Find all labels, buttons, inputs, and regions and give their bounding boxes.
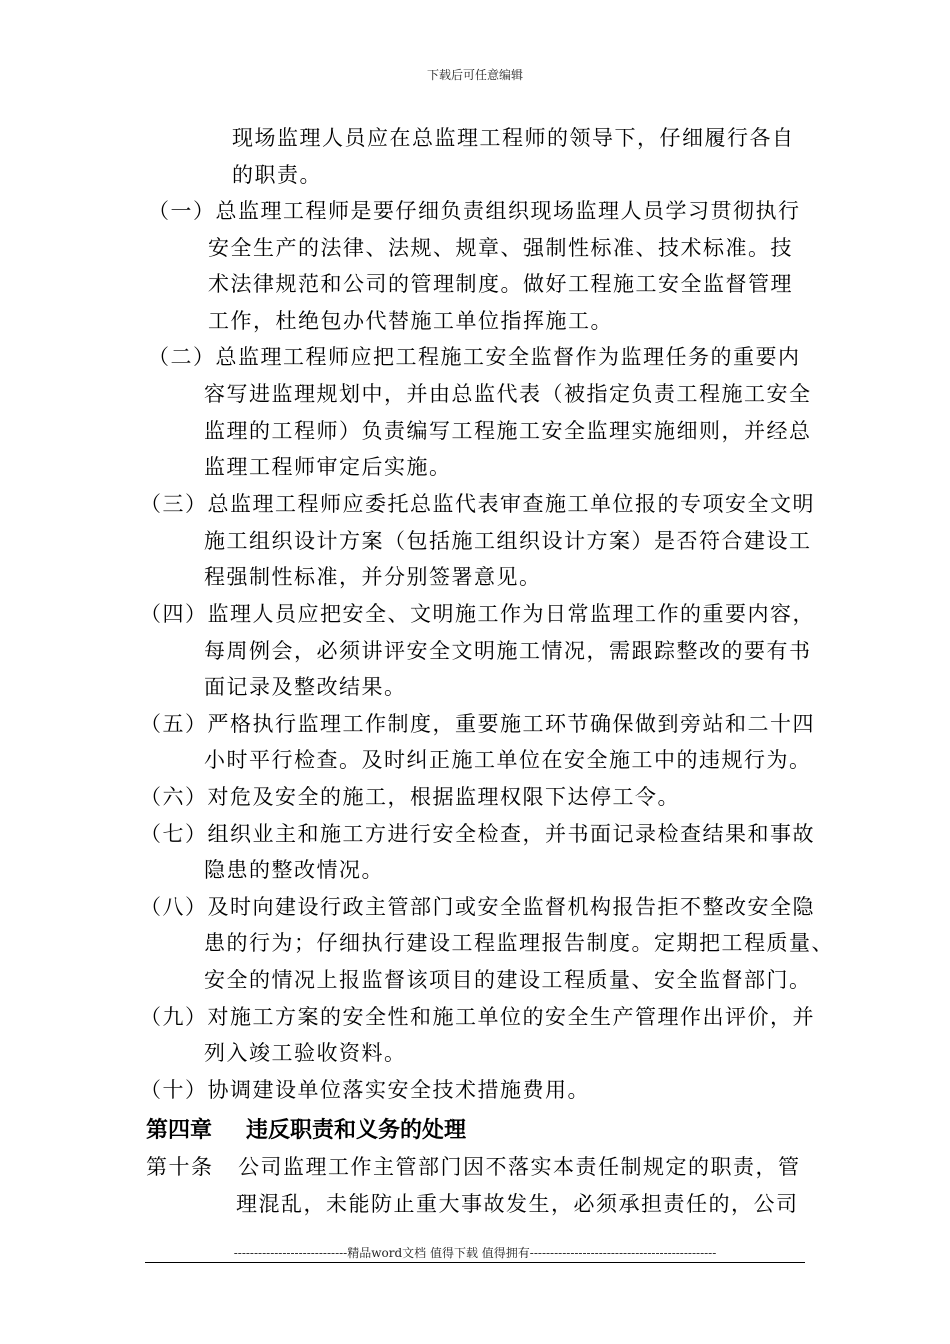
text-line: 施工组织设计方案（包括施工组织设计方案）是否符合建设工 (204, 529, 812, 553)
list-item-10: （十）协调建设单位落实安全技术措施费用。 (140, 1078, 590, 1102)
text-line: 理混乱，未能防止重大事故发生，必须承担责任的，公司 (236, 1192, 799, 1216)
page-header: 下载后可任意编辑 (426, 68, 523, 82)
text-line: 现场监理人员应在总监理工程师的领导下，仔细履行各自 (232, 126, 795, 150)
list-item-7: （七）组织业主和施工方进行安全检查，并书面记录检查结果和事故 (140, 822, 815, 846)
text-line: 容写进监理规划中，并由总监代表（被指定负责工程施工安全 (204, 382, 812, 406)
text-line: 安全的情况上报监督该项目的建设工程质量、安全监督部门。 (204, 968, 812, 992)
list-item-1: （一）总监理工程师是要仔细负责组织现场监理人员学习贯彻执行 (148, 199, 801, 223)
text-line: 监理工程师审定后实施。 (204, 455, 452, 479)
chapter-heading (146, 1119, 466, 1141)
list-item-8: （八）及时向建设行政主管部门或安全监督机构报告拒不整改安全隐 (140, 895, 815, 919)
page-footer: ----------------------------精品word文档 值得下载 值得拥有---------------------------------------------- (233, 1246, 717, 1260)
text-line: 监理的工程师）负责编写工程施工安全监理实施细则，并经总 (204, 419, 812, 443)
text-line: 安全生产的法律、法规、规章、强制性标准、技术标准。技 (208, 236, 793, 260)
list-item-9: （九）对施工方案的安全性和施工单位的安全生产管理作出评价，并 (140, 1005, 815, 1029)
list-item-6: （六）对危及安全的施工，根据监理权限下达停工令。 (140, 785, 680, 809)
list-item-3: （三）总监理工程师应委托总监代表审查施工单位报的专项安全文明 (140, 492, 815, 516)
text-line: 术法律规范和公司的管理制度。做好工程施工安全监督管理 (208, 272, 793, 296)
text-line: 的职责。 (232, 163, 322, 187)
text-line: 小时平行检查。及时纠正施工单位在安全施工中的违规行为。 (204, 748, 812, 772)
text-line: 面记录及整改结果。 (204, 675, 407, 699)
chapter-number: 第四章 (146, 1117, 213, 1143)
text-line: 隐患的整改情况。 (204, 858, 384, 882)
article-label: 第十条 (146, 1155, 214, 1179)
list-item-2: （二）总监理工程师应把工程施工安全监督作为监理任务的重要内 (148, 345, 801, 369)
article-text: 公司监理工作主管部门因不落实本责任制规定的职责，管 (238, 1155, 801, 1179)
text-line: 患的行为；仔细执行建设工程监理报告制度。定期把工程质量、 (204, 931, 834, 955)
text-line: 程强制性标准，并分别签署意见。 (204, 565, 542, 589)
text-line: 列入竣工验收资料。 (204, 1041, 407, 1065)
list-item-5: （五）严格执行监理工作制度，重要施工环节确保做到旁站和二十四 (140, 712, 815, 736)
footer-divider (145, 1262, 805, 1263)
article-line (146, 1157, 801, 1178)
text-line: 每周例会，必须讲评安全文明施工情况，需跟踪整改的要有书 (204, 639, 812, 663)
text-line: 工作，杜绝包办代替施工单位指挥施工。 (208, 309, 613, 333)
chapter-title: 违反职责和义务的处理 (246, 1117, 467, 1143)
list-item-4: （四）监理人员应把安全、文明施工作为日常监理工作的重要内容， (140, 602, 815, 626)
